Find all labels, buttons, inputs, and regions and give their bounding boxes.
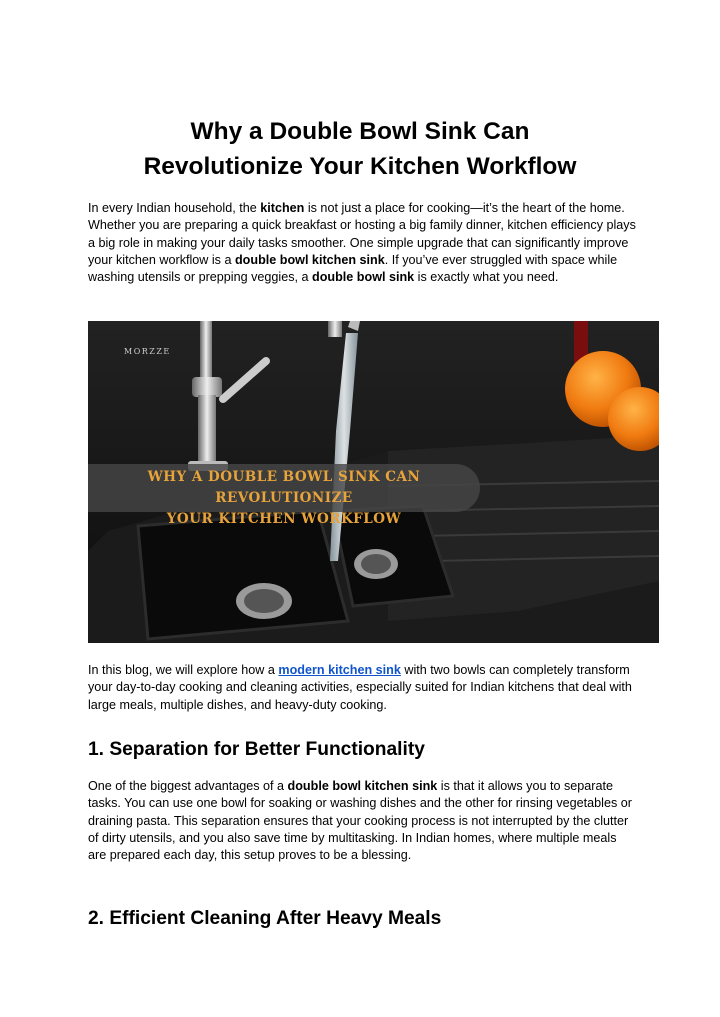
blog-text-2: with two bowls can completely transform your day-to-day cooking and cleaning activities, especially suited for Indian kitchens that deal with large meals, multiple dishes, and heavy-duty cooking. [88,663,632,712]
section-1-text-2: is that it allows you to separate tasks. You can use one bowl for soaking or washing dishes and the other for rinsing vegetables or draining pasta. This separation ensures that your cooking process is not interrupted by the clutter of dirty utensils, and you also save time by multitasking. In Indian homes, where multiple meals are prepared each day, this setup proves to be a blessing. [88,779,632,863]
section-2-heading: 2. Efficient Cleaning After Heavy Meals [88,908,442,929]
intro-bold-kitchen: kitchen [260,201,305,215]
blog-text-1: In this blog, we will explore how a [88,663,279,677]
section-1-paragraph [88,778,636,864]
section-1-text-1: One of the biggest advantages of a [88,779,288,793]
title-line-1: Why a Double Bowl Sink Can [190,118,530,145]
intro-text-1: In every Indian household, the [88,201,261,215]
intro-bold-double-bowl-kitchen-sink: double bowl kitchen sink [234,252,385,267]
section-1-bold: double bowl kitchen sink [287,779,438,793]
modern-kitchen-sink-link[interactable]: modern kitchen sink [278,663,401,677]
intro-text-4: is exactly what you need. [414,270,559,285]
hero-image [88,321,659,643]
banner-line-2: YOUR KITCHEN WORKFLOW [166,511,402,527]
hero-banner [88,464,480,527]
title-line-2: Revolutionize Your Kitchen Workflow [143,153,577,180]
page-title [60,114,660,184]
banner-line-1: WHY A DOUBLE BOWL SINK CAN REVOLUTIONIZE [147,469,421,506]
brand-logo: MORZZE [124,347,171,356]
intro-bold-double-bowl-sink: double bowl sink [312,270,415,285]
section-1-heading: 1. Separation for Better Functionality [88,739,425,760]
intro-text-3: . If you’ve ever struggled with space while washing utensils or prepping veggies, a [88,252,618,285]
intro-paragraph [88,200,636,286]
intro-text-2: is not just a place for cooking—it’s the heart of the home. Whether you are preparing a quick breakfast or hosting a big family dinner, kitchen efficiency plays a big role in making your daily tasks smoother. One simple upgrade that can significantly improve your kitchen workflow is a [88,201,636,267]
blog-intro-paragraph [88,662,636,714]
